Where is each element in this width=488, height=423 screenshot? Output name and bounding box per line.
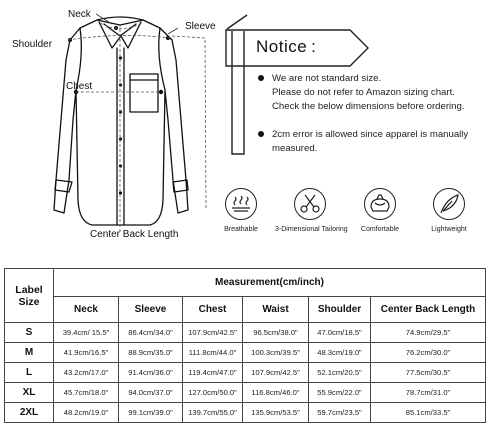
feather-icon	[433, 188, 465, 220]
feature-comfortable	[345, 188, 415, 233]
notice-title: Notice :	[256, 37, 317, 56]
feature-label-comfortable: Comfortable	[360, 226, 400, 233]
chest-label: Chest	[66, 81, 93, 92]
table-cell: 91.4cm/36.0"	[119, 363, 183, 383]
table-row	[5, 343, 486, 363]
table-cell: 39.4cm/ 15.5"	[54, 323, 119, 343]
table-cell: 78.7cm/31.0"	[371, 383, 486, 403]
table-cell: 74.9cm/29.5"	[371, 323, 486, 343]
size-label: 2XL	[5, 403, 54, 423]
col-header-sleeve: Sleeve	[119, 297, 183, 323]
size-label: M	[5, 343, 54, 363]
notice-text-2b: measured.	[272, 143, 318, 154]
feature-label-lightweight: Lightweight	[431, 226, 467, 233]
column-header-row	[5, 297, 486, 323]
table-cell: 99.1cm/39.0"	[119, 403, 183, 423]
table-cell: 135.9cm/53.5"	[243, 403, 309, 423]
notice-text-1c: Check the below dimensions before ordering.	[272, 101, 465, 112]
table-cell: 43.2cm/17.0"	[54, 363, 119, 383]
table-cell: 88.9cm/35.0"	[119, 343, 183, 363]
center-back-length-label: Center Back Length	[90, 229, 179, 240]
table-cell: 45.7cm/18.0"	[54, 383, 119, 403]
table-cell: 48.2cm/19.0"	[54, 403, 119, 423]
col-header-chest: Chest	[183, 297, 243, 323]
table-row	[5, 323, 486, 343]
table-cell: 41.9cm/16.5"	[54, 343, 119, 363]
table-cell: 85.1cm/33.5"	[371, 403, 486, 423]
col-header-shoulder: Shoulder	[309, 297, 371, 323]
notice-bullet-2	[256, 128, 272, 144]
table-cell: 116.8cm/46.0"	[243, 383, 309, 403]
measurement-header: Measurement(cm/inch)	[54, 269, 486, 297]
table-cell: 96.5cm/38.0"	[243, 323, 309, 343]
scissors-icon	[294, 188, 326, 220]
table-row	[5, 383, 486, 403]
comfortable-icon	[364, 188, 396, 220]
feature-label-breathable: Breathable	[224, 226, 258, 233]
table-cell: 107.9cm/42.5"	[183, 323, 243, 343]
table-cell: 77.5cm/30.5"	[371, 363, 486, 383]
table-cell: 100.3cm/39.5"	[243, 343, 309, 363]
shirt-drawing	[0, 0, 230, 245]
table-cell: 48.3cm/19.0"	[309, 343, 371, 363]
table-cell: 127.0cm/50.0"	[183, 383, 243, 403]
notice-text-1b: Please do not refer to Amazon sizing chart.	[272, 87, 455, 98]
notice-panel	[222, 14, 488, 164]
table-cell: 94.0cm/37.0"	[119, 383, 183, 403]
shoulder-label: Shoulder	[12, 39, 53, 50]
table-cell: 55.9cm/22.0"	[309, 383, 371, 403]
feature-tailoring	[275, 188, 348, 233]
table-cell: 59.7cm/23.5"	[309, 403, 371, 423]
feature-label-tailoring: 3-Dimensional Tailoring	[275, 226, 348, 233]
table-cell: 111.8cm/44.0"	[183, 343, 243, 363]
table-cell: 52.1cm/20.5"	[309, 363, 371, 383]
size-label: L	[5, 363, 54, 383]
notice-text-1a: We are not standard size.	[272, 73, 382, 84]
feature-lightweight	[414, 188, 484, 233]
neck-label: Neck	[68, 9, 91, 20]
col-header-neck: Neck	[54, 297, 119, 323]
label-size-header: Label Size	[5, 269, 54, 323]
size-chart-table	[4, 268, 486, 423]
feature-breathable	[206, 188, 276, 233]
size-label: S	[5, 323, 54, 343]
notice-text-2a: 2cm error is allowed since apparel is manually	[272, 129, 469, 140]
col-header-center-back-length: Center Back Length	[371, 297, 486, 323]
table-cell: 76.2cm/30.0"	[371, 343, 486, 363]
shirt-illustration	[0, 0, 230, 245]
table-cell: 107.9cm/42.5"	[243, 363, 309, 383]
table-row	[5, 403, 486, 423]
table-cell: 139.7cm/55.0"	[183, 403, 243, 423]
table-cell: 119.4cm/47.0"	[183, 363, 243, 383]
table-cell: 47.0cm/18.5"	[309, 323, 371, 343]
breathable-icon	[225, 188, 257, 220]
sleeve-label: Sleeve	[185, 21, 216, 32]
col-header-waist: Waist	[243, 297, 309, 323]
table-cell: 86.4cm/34.0"	[119, 323, 183, 343]
table-row	[5, 363, 486, 383]
size-label: XL	[5, 383, 54, 403]
notice-bullet-1	[256, 72, 272, 88]
